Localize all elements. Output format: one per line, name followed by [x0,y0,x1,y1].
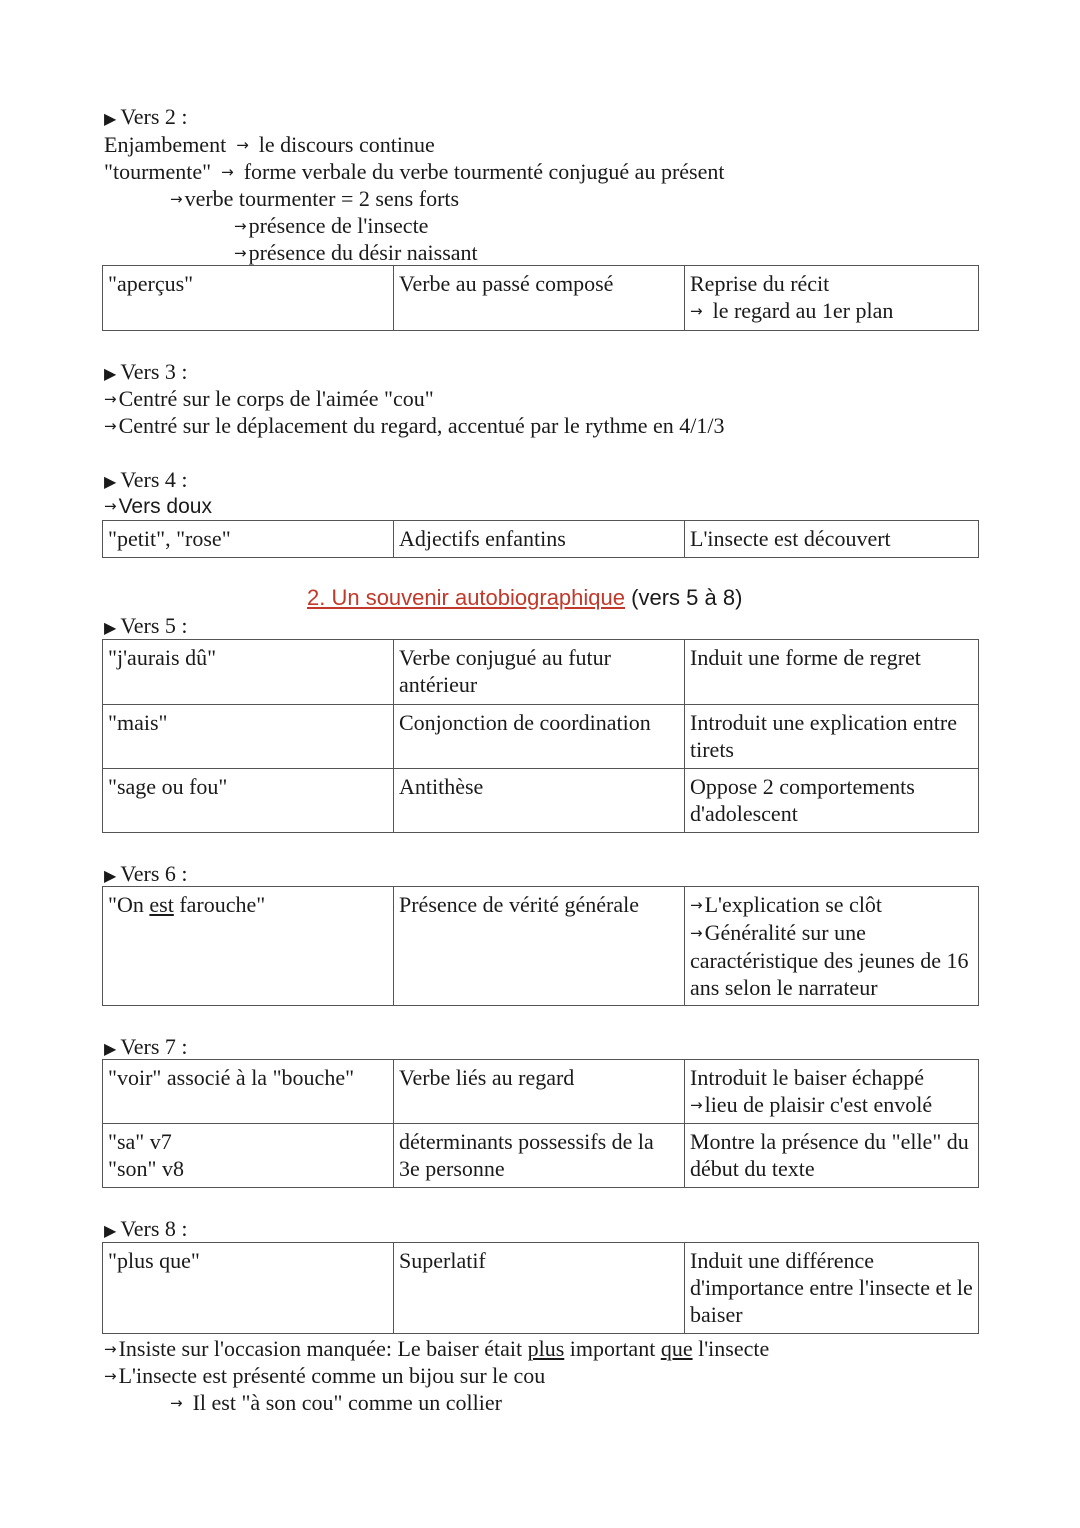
vers3-heading: ▶ Vers 3 : [104,359,188,384]
table-cell: L'insecte est découvert [685,521,979,558]
section-range: (vers 5 à 8) [631,585,743,610]
arrow-right-icon: → [170,190,183,208]
vers3-line1: →Centré sur le corps de l'aimée "cou" [104,386,434,411]
table-cell: Adjectifs enfantins [394,521,685,558]
section-title: 2. Un souvenir autobiographique [307,585,626,610]
triangle-bullet-icon: ▶ [104,109,117,128]
vers8-table [102,1242,979,1334]
table-cell: Introduit le baiser échappé →lieu de plaisir c'est envolé [685,1060,979,1124]
table-cell: "sa" v7 "son" v8 [103,1124,394,1188]
table-row [103,1243,979,1334]
table-cell: Reprise du récit → le regard au 1er plan [685,266,979,331]
vers4-table [102,520,979,558]
arrow-right-icon: → [170,1394,183,1412]
vers6-heading: ▶ Vers 6 : [104,861,188,886]
arrow-right-icon: → [234,244,247,262]
table-cell: "On est farouche" [103,887,394,1006]
table-cell: Superlatif [394,1243,685,1334]
table-cell: Antithèse [394,769,685,833]
table-row [103,521,979,558]
table-cell: "petit", "rose" [103,521,394,558]
table-cell: Montre la présence du "elle" du début du texte [685,1124,979,1188]
table-cell: "mais" [103,705,394,769]
vers4-heading: ▶ Vers 4 : [104,467,188,492]
table-cell: →L'explication se clôt →Généralité sur une caractéristique des jeunes de 16 ans selon le narrateur [685,887,979,1006]
table-cell: "plus que" [103,1243,394,1334]
table-cell: Présence de vérité générale [394,887,685,1006]
table-cell: Introduit une explication entre tirets [685,705,979,769]
vers5-heading: ▶ Vers 5 : [104,613,188,638]
vers6-table [102,886,979,1006]
triangle-bullet-icon: ▶ [104,866,117,885]
arrow-right-icon: → [690,302,703,320]
table-cell: "aperçus" [103,266,394,331]
vers2-line4: →présence de l'insecte [234,213,429,238]
vers5-table [102,639,979,833]
vers8-after3: → Il est "à son cou" comme un collier [170,1390,502,1415]
triangle-bullet-icon: ▶ [104,1039,117,1058]
vers8-after2: →L'insecte est présenté comme un bijou sur le cou [104,1363,546,1388]
arrow-right-icon: → [104,417,117,435]
arrow-right-icon: → [236,136,249,154]
table-cell: déterminants possessifs de la 3e personne [394,1124,685,1188]
arrow-right-icon: → [221,163,234,181]
vers2-line3: →verbe tourmenter = 2 sens forts [170,186,460,211]
table-row [103,1060,979,1124]
section-heading [307,584,742,612]
vers3-line2: →Centré sur le déplacement du regard, accentué par le rythme en 4/1/3 [104,413,725,438]
arrow-right-icon: → [234,217,247,235]
arrow-right-icon: → [690,1096,703,1114]
table-row [103,1124,979,1188]
vers8-after1: →Insiste sur l'occasion manquée: Le baiser était plus important que l'insecte [104,1336,770,1361]
table-cell: "voir" associé à la "bouche" [103,1060,394,1124]
vers2-heading: ▶ Vers 2 : [104,104,188,129]
vers4-line1: →Vers doux [104,495,212,518]
arrow-right-icon: → [104,1367,117,1385]
table-row [103,640,979,705]
vers2-line5: →présence du désir naissant [234,240,478,265]
arrow-right-icon: → [104,1340,117,1358]
table-row [103,769,979,833]
table-row [103,266,979,331]
vers8-heading: ▶ Vers 8 : [104,1216,188,1241]
table-cell: Verbe liés au regard [394,1060,685,1124]
table-cell: Verbe au passé composé [394,266,685,331]
arrow-right-icon: → [104,390,117,408]
vers7-heading: ▶ Vers 7 : [104,1034,188,1059]
arrow-right-icon: → [104,497,117,515]
triangle-bullet-icon: ▶ [104,472,117,491]
table-cell: "j'aurais dû" [103,640,394,705]
vers2-table [102,265,979,331]
table-cell: Verbe conjugué au futur antérieur [394,640,685,705]
triangle-bullet-icon: ▶ [104,618,117,637]
table-cell: Oppose 2 comportements d'adolescent [685,769,979,833]
vers7-table [102,1059,979,1188]
arrow-right-icon: → [690,896,703,914]
table-row [103,705,979,769]
triangle-bullet-icon: ▶ [104,1221,117,1240]
vers2-line1: Enjambement → le discours continue [104,132,435,157]
table-cell: "sage ou fou" [103,769,394,833]
table-cell: Induit une forme de regret [685,640,979,705]
triangle-bullet-icon: ▶ [104,364,117,383]
table-row [103,887,979,1006]
table-cell: Induit une différence d'importance entre l'insecte et le baiser [685,1243,979,1334]
arrow-right-icon: → [690,924,703,942]
vers2-line2: "tourmente" → forme verbale du verbe tourmenté conjugué au présent [104,159,725,184]
table-cell: Conjonction de coordination [394,705,685,769]
